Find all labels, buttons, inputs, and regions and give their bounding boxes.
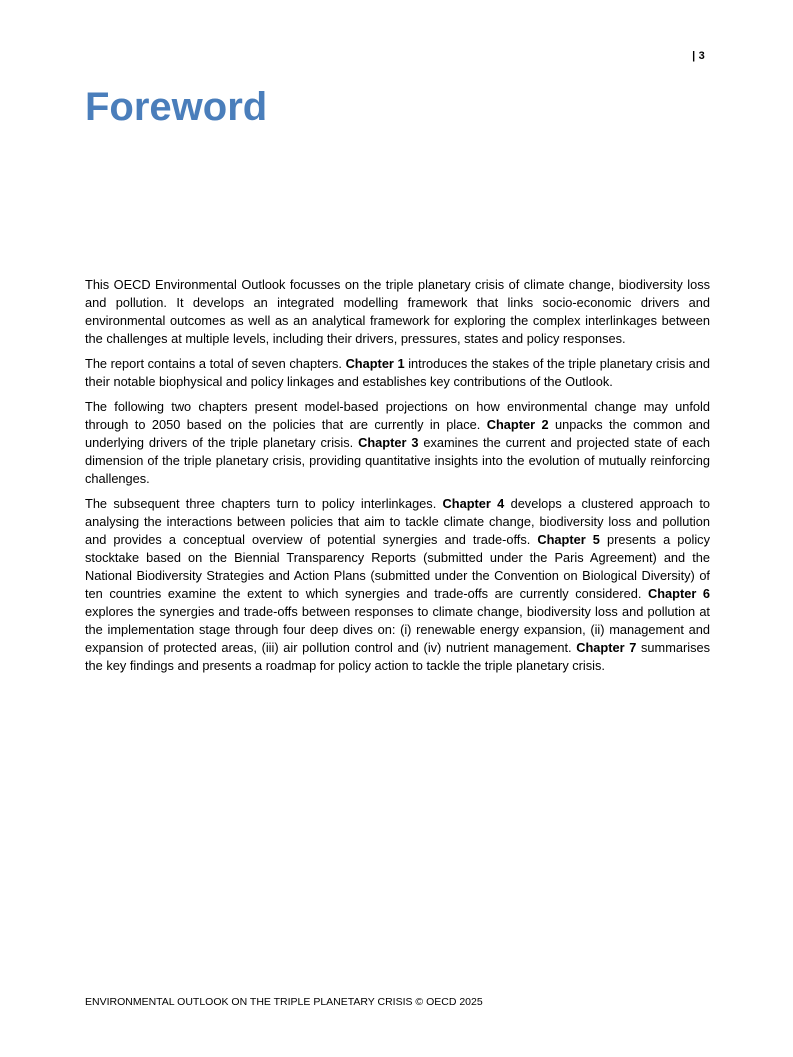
text-run: develops a clustered approach to analysing the interactions between policies that aim to tackle climate change, biodiversity loss and pollution and provides a conceptual overview of potential synergies and trade-offs.	[85, 496, 710, 547]
paragraph-4	[85, 495, 710, 675]
text-run: This OECD Environmental Outlook focusses on the triple planetary crisis of climate change, biodiversity loss and pollution. It develops an integrated modelling framework that links socio-economic drivers and environmental outcomes as well as an analytical framework for exploring the complex interlinkages between the challenges at multiple levels, including their drivers, pressures, states and policy responses.	[85, 277, 710, 346]
text-run: summarises the key findings and presents a roadmap for policy action to tackle the triple planetary crisis.	[85, 640, 710, 673]
chapter-ref: Chapter 2	[486, 417, 549, 432]
text-run: examines the current and projected state of each dimension of the triple planetary crisis, providing quantitative insights into the evolution of mutually reinforcing challenges.	[85, 435, 710, 486]
footer-text: ENVIRONMENTAL OUTLOOK ON THE TRIPLE PLANETARY CRISIS © OECD 2025	[85, 996, 483, 1008]
text-run: explores the synergies and trade-offs between responses to climate change, biodiversity loss and pollution at the implementation stage through four deep dives on: (i) renewable energy expansion, (ii) management and expansion of protected areas, (iii) air pollution control and (iv) nutrient management.	[85, 604, 710, 655]
chapter-ref: Chapter 3	[358, 435, 419, 450]
chapter-ref: Chapter 4	[442, 496, 505, 511]
chapter-ref: Chapter 5	[537, 532, 600, 547]
paragraph-1	[85, 276, 710, 348]
page-number: | 3	[692, 50, 705, 62]
text-run: unpacks the common and underlying drivers of the triple planetary crisis.	[85, 417, 710, 450]
paragraph-3	[85, 398, 710, 488]
text-run: The report contains a total of seven chapters.	[85, 356, 346, 371]
text-run: The following two chapters present model-based projections on how environmental change may unfold through to 2050 based on the policies that are currently in place.	[85, 399, 710, 432]
text-run: The subsequent three chapters turn to policy interlinkages.	[85, 496, 443, 511]
text-run: introduces the stakes of the triple planetary crisis and their notable biophysical and policy linkages and establishes key contributions of the Outlook.	[85, 356, 711, 389]
page-title: Foreword	[85, 85, 268, 129]
chapter-ref: Chapter 7	[576, 640, 637, 655]
text-run: presents a policy stocktake based on the Biennial Transparency Reports (submitted under the Paris Agreement) and the National Biodiversity Strategies and Action Plans (submitted under the Convention on Biological Diversity) of ten countries examine the extent to which synergies and trade-offs are currently considered.	[85, 532, 710, 601]
body-text	[85, 276, 710, 682]
chapter-ref: Chapter 6	[647, 586, 710, 601]
chapter-ref: Chapter 1	[345, 356, 405, 371]
paragraph-2	[85, 355, 710, 391]
